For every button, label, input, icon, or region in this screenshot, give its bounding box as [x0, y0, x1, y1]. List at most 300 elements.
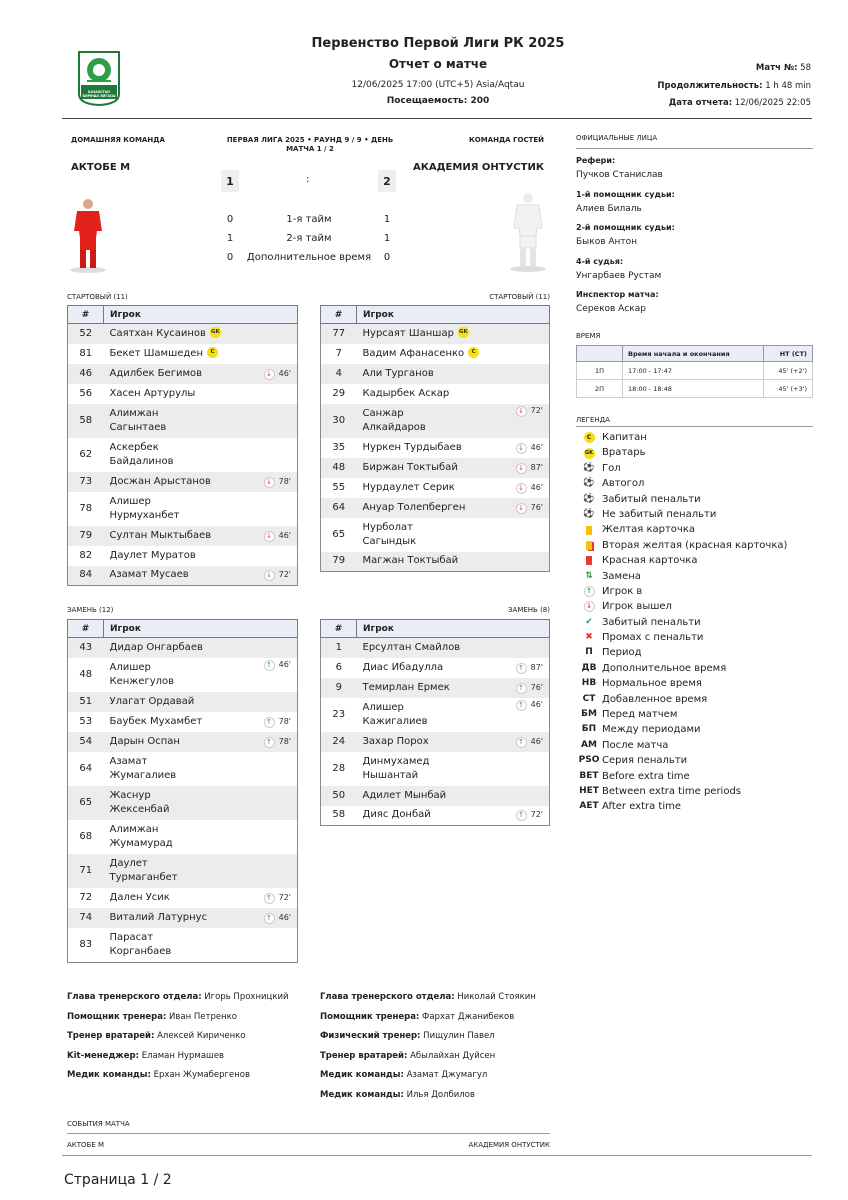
home-staff	[67, 992, 289, 1090]
penalty-scored-icon: ⚽	[583, 493, 595, 504]
player-in-icon: ↑	[264, 660, 275, 671]
table-row	[321, 786, 550, 806]
captain-badge: C	[576, 432, 602, 443]
score-separator: :	[306, 174, 310, 185]
away-kit-icon	[506, 190, 550, 278]
player-number: 43	[68, 638, 104, 658]
player-name: Баубек Мухамбет	[109, 715, 203, 727]
table-row	[68, 888, 298, 908]
time-table: Время начала и окончания HT (CT) 1П 17:00 - 17:47 45' (+2') 2П 18:00 - 18:48 45' (+3')	[576, 345, 813, 398]
table-row	[321, 438, 550, 458]
player-number: 68	[79, 830, 93, 842]
player-out-icon: ↓	[516, 463, 527, 474]
player-out-icon: ↓	[516, 483, 527, 494]
player-name: Саятхан Кусаинов	[109, 327, 206, 339]
match-duration: Продолжительность: 1 h 48 min	[657, 81, 811, 91]
legend-item	[576, 445, 816, 460]
player-number: 58	[68, 404, 104, 438]
legend-item	[576, 707, 816, 722]
player-in-icon: ↑	[516, 683, 527, 694]
table-row	[68, 492, 298, 526]
player-in-icon: ↑	[264, 913, 275, 924]
table-row	[321, 344, 550, 364]
period-label: Дополнительное время	[246, 252, 372, 263]
player-name: Биржан Токтыбай	[362, 461, 458, 473]
legend-text: Игрок в	[602, 585, 643, 597]
legend-item	[576, 599, 816, 614]
player-name: Вадим Афанасенко	[362, 347, 465, 359]
official-role: 1-й помощник судьи:	[576, 189, 675, 199]
player-number: 72	[79, 891, 93, 903]
legend-text: Игрок вышел	[602, 601, 672, 613]
player-name: Захар Порох	[362, 735, 429, 747]
player-in-event: ↑ 87'	[516, 661, 543, 675]
staff-member: Медик команды: Ерхан Жумабергенов	[67, 1070, 250, 1081]
player-number: 58	[332, 809, 346, 821]
player-number: 29	[332, 387, 346, 399]
player-in-icon: ↑	[516, 810, 527, 821]
player-number: 56	[79, 387, 93, 399]
legend-text: Красная карточка	[602, 555, 698, 567]
player-in-event: ↑ 78'	[264, 735, 291, 749]
legend-text: Промах с пенальти	[602, 632, 704, 644]
staff-member: Медик команды: Илья Долбилов	[320, 1089, 475, 1100]
legend-item	[576, 522, 816, 537]
legend-text: Вратарь	[602, 447, 646, 459]
table-row	[68, 928, 298, 963]
legend-item	[576, 738, 816, 753]
legend-item	[576, 799, 816, 814]
legend-abbrev: ДВ	[581, 662, 597, 673]
legend-text: Between extra time periods	[602, 785, 742, 797]
player-out-icon: ↓	[264, 477, 275, 488]
player-name: Азамат Жумагалиев	[109, 755, 177, 781]
official-role: 2-й помощник судьи:	[576, 223, 675, 232]
staff-member: Помощник тренера: Иван Петренко	[67, 1011, 237, 1022]
legend-item	[576, 692, 816, 707]
home-subs-label: ЗАМЕНЬ (12)	[67, 606, 114, 614]
player-in-icon: ↑	[516, 700, 527, 711]
legend-text: After extra time	[602, 801, 682, 813]
table-row	[68, 472, 298, 492]
player-number: 1	[321, 638, 357, 658]
away-subs-table	[320, 619, 550, 826]
goalkeeper-badge: GK	[458, 327, 469, 338]
table-row	[321, 678, 550, 698]
player-number: 83	[79, 938, 93, 950]
events-title: СОБЫТИЯ МАТЧА	[67, 1120, 130, 1128]
player-name: Алимжан Жумамурад	[109, 823, 173, 849]
player-number: 28	[332, 762, 346, 774]
player-number: 55	[332, 481, 346, 493]
table-row	[321, 638, 550, 658]
player-out-icon: ↓	[264, 369, 275, 380]
legend-item	[576, 507, 816, 522]
player-in-event: ↑ 72'	[516, 808, 543, 822]
ball-icon: ⚽	[583, 462, 595, 473]
legend-text: Капитан	[602, 432, 647, 443]
table-row	[321, 498, 550, 518]
goalkeeper-badge: GK	[576, 448, 602, 459]
away-period-score: 1	[383, 233, 391, 244]
away-team-name: АКАДЕМИЯ ОНТУСТИК	[413, 162, 544, 173]
legend-item	[576, 538, 816, 553]
num-header: #	[321, 306, 357, 324]
player-in-icon: ↑	[516, 737, 527, 748]
events-divider	[67, 1133, 550, 1134]
player-name: Магжан Токтыбай	[362, 555, 459, 567]
legend-abbrev: СТ	[582, 693, 596, 704]
staff-member: Глава тренерского отдела: Николай Стоякин	[320, 992, 536, 1002]
player-number: 24	[321, 732, 357, 752]
staff-member: Физический тренер: Пищулин Павел	[320, 1031, 495, 1042]
official-name: Быков Антон	[576, 237, 638, 247]
legend-text: Before extra time	[602, 770, 690, 782]
player-header: Игрок	[104, 620, 298, 638]
player-name: Динмухамед Нышантай	[362, 755, 430, 781]
legend-text: Период	[602, 647, 642, 659]
legend-item	[576, 476, 816, 491]
player-in-event: ↑ 76'	[516, 681, 543, 695]
player-name: Дидар Онгарбаев	[109, 641, 203, 653]
player-in-event: ↑ 46'	[516, 735, 543, 749]
num-header: #	[321, 620, 357, 638]
legend-abbrev: AET	[579, 801, 599, 812]
home-team-name: АКТОБЕ М	[71, 162, 131, 173]
home-subs-table	[67, 619, 298, 963]
round-info: ПЕРВАЯ ЛИГА 2025 • РАУНД 9 / 9 • ДЕНЬ МАТЧА 1 / 2	[226, 136, 394, 153]
player-out-event: ↓ 46'	[516, 441, 543, 455]
table-row	[68, 344, 298, 364]
player-number: 82	[79, 549, 93, 561]
captain-badge: C	[207, 347, 218, 358]
player-name: Кадырбек Аскар	[362, 387, 450, 399]
player-number: 30	[321, 404, 357, 438]
legend-item	[576, 492, 816, 507]
player-name: Досжан Арыстанов	[109, 475, 211, 487]
legend-abbrev: АМ	[581, 739, 597, 750]
table-row	[68, 854, 298, 888]
official-role: Инспектор матча:	[576, 290, 659, 299]
home-period-score: 0	[226, 214, 234, 225]
player-number: 50	[321, 786, 357, 806]
time-title: ВРЕМЯ	[576, 332, 601, 340]
player-name: Даулет Муратов	[109, 549, 196, 561]
table-row	[321, 732, 550, 752]
legend-text: Желтая карточка	[602, 524, 695, 536]
num-header: #	[68, 620, 104, 638]
player-name: Алишер Кажигалиев	[362, 701, 428, 727]
table-row	[321, 806, 550, 826]
captain-badge: C	[468, 347, 479, 358]
legend-text: Добавленное время	[602, 693, 708, 705]
player-number: 64	[79, 762, 93, 774]
legend-abbrev: БМ	[581, 709, 597, 720]
legend-text: После матча	[602, 739, 669, 751]
home-starting-label: СТАРТОВЫЙ (11)	[67, 293, 128, 301]
penalty-missed-icon: ⚽	[583, 508, 595, 519]
player-number: 46	[68, 364, 104, 384]
player-number: 9	[321, 678, 357, 698]
player-name: Нурдаулет Серик	[362, 481, 455, 493]
official-name: Алиев Билаль	[576, 203, 642, 214]
player-name: Нурсаят Шаншар	[362, 327, 454, 339]
legend-item	[576, 630, 816, 645]
legend-item	[576, 784, 816, 799]
player-in-icon: ↑	[516, 663, 527, 674]
player-header: Игрок	[357, 306, 550, 324]
match-number: Матч №: 58	[755, 63, 811, 73]
player-number: 71	[68, 854, 104, 888]
player-number: 74	[68, 908, 104, 928]
player-in-icon: ↑	[264, 717, 275, 728]
legend-text: Между периодами	[602, 724, 701, 736]
table-row	[68, 638, 298, 658]
player-number: 52	[68, 324, 104, 344]
second-yellow-icon	[576, 541, 602, 550]
player-in-event: ↑ 46'	[264, 911, 291, 925]
player-name: Алимжан Сагынтаев	[109, 407, 167, 433]
legend-text: Нормальное время	[602, 678, 702, 690]
table-row	[68, 820, 298, 854]
legend-text: Перед матчем	[602, 709, 678, 721]
official-name: Унгарбаев Рустам	[576, 270, 662, 281]
legend-title: ЛЕГЕНДА	[576, 416, 610, 424]
table-row	[68, 526, 298, 546]
legend-abbrev: П	[585, 647, 593, 658]
staff-member: Тренер вратарей: Абылайхан Дуйсен	[320, 1050, 496, 1061]
table-row	[68, 692, 298, 712]
player-number: 62	[79, 448, 93, 460]
red-card-icon	[576, 556, 602, 565]
officials-divider	[576, 148, 813, 149]
legend-abbrev: БП	[581, 724, 597, 735]
away-starting-label: СТАРТОВЫЙ (11)	[489, 293, 550, 301]
player-header: Игрок	[357, 620, 550, 638]
legend-text: Вторая желтая (красная карточка)	[602, 539, 788, 551]
legend-item	[576, 553, 816, 568]
player-name: Ануар Толепберген	[362, 501, 466, 513]
official-name: Сереков Аскар	[576, 304, 646, 314]
player-name: Алишер Кенжегулов	[109, 661, 175, 687]
player-number: 51	[68, 692, 104, 712]
player-name: Али Турганов	[362, 367, 434, 379]
legend-text: Автогол	[602, 478, 645, 490]
away-period-score: 0	[383, 252, 391, 263]
time-col-header: Время начала и окончания	[623, 346, 764, 362]
officials-title: ОФИЦИАЛЬНЫЕ ЛИЦА	[576, 134, 658, 142]
away-staff	[320, 992, 536, 1110]
period-label: 2-я тайм	[286, 233, 332, 244]
table-row	[68, 364, 298, 384]
player-name: Ерсултан Смайлов	[362, 641, 461, 653]
player-number: 81	[79, 347, 93, 359]
table-row	[321, 478, 550, 498]
legend-divider	[576, 426, 813, 427]
player-in-event: ↑ 78'	[264, 715, 291, 729]
player-out-icon: ↓	[264, 531, 275, 542]
legend-text: Гол	[602, 462, 621, 474]
player-number: 65	[332, 528, 346, 540]
table-row	[68, 546, 298, 566]
table-row	[68, 732, 298, 752]
legend-text: Замена	[602, 570, 641, 582]
player-name: Бекет Шамшеден	[109, 347, 203, 359]
player-number: 7	[335, 347, 342, 359]
cross-icon: ✖	[585, 632, 593, 643]
player-name: Дален Усик	[109, 891, 170, 903]
legend-text: Дополнительное время	[602, 662, 727, 674]
player-out-event: ↓ 46'	[264, 367, 291, 381]
table-row	[68, 404, 298, 438]
legend-abbrev: BET	[579, 770, 599, 781]
table-row	[321, 364, 550, 384]
own-goal-icon: ⚽	[583, 478, 595, 489]
player-number: 84	[68, 566, 104, 586]
home-team-label: ДОМАШНЯЯ КОМАНДА	[71, 136, 165, 144]
page-number: Страница 1 / 2	[64, 1172, 172, 1188]
table-row	[321, 658, 550, 678]
player-name: Нуркен Турдыбаев	[362, 441, 462, 453]
table-row	[321, 518, 550, 552]
table-row	[68, 566, 298, 586]
table-row	[68, 786, 298, 820]
official-name: Пучков Станислав	[576, 170, 663, 180]
legend-item	[576, 569, 816, 584]
player-name: Алишер Нурмуханбет	[109, 495, 180, 521]
player-out-event: ↓ 46'	[516, 481, 543, 495]
legend-item	[576, 615, 816, 630]
table-row	[321, 404, 550, 438]
player-out-event: ↓ 72'	[264, 568, 291, 582]
substitution-icon: ⇅	[585, 570, 593, 581]
player-name: Диас Ибадулла	[362, 661, 444, 673]
table-row	[68, 324, 298, 344]
legend-item	[576, 661, 816, 676]
legend-item	[576, 753, 816, 768]
player-name: Даулет Турмаганбет	[109, 857, 178, 883]
player-in-icon: ↑	[264, 737, 275, 748]
table-row	[321, 552, 550, 572]
table-row	[321, 698, 550, 732]
report-title: Первенство Первой Лиги РК 2025	[311, 36, 565, 51]
home-period-score: 1	[226, 233, 234, 244]
footer-divider	[62, 1155, 812, 1156]
player-number: 48	[79, 668, 93, 680]
staff-member: Помощник тренера: Фархат Джанибеков	[320, 1011, 515, 1022]
goalkeeper-badge: GK	[210, 327, 221, 338]
staff-member: Kit-менеджер: Еламан Нурмашев	[67, 1050, 225, 1061]
table-row	[68, 908, 298, 928]
check-icon: ✔	[585, 616, 593, 627]
player-number: 79	[68, 526, 104, 546]
legend-abbrev: PSO	[578, 755, 600, 766]
logo-text: КАЗАХСТАН БИРІНШІ ЛИГАСЫ	[82, 90, 116, 98]
table-row	[321, 324, 550, 344]
table-row	[68, 384, 298, 404]
away-score: 2	[378, 170, 396, 192]
staff-member: Тренер вратарей: Алексей Кириченко	[67, 1031, 246, 1042]
table-row	[68, 438, 298, 472]
legend-text: Не забитый пенальти	[602, 508, 717, 520]
yellow-card-icon	[576, 526, 602, 535]
legend-abbrev: НВ	[581, 678, 597, 689]
player-out-icon: ↓	[264, 570, 275, 581]
official-role: Рефери:	[576, 156, 616, 165]
home-starting-table	[67, 305, 298, 586]
header-divider	[62, 118, 812, 119]
num-header: #	[68, 306, 104, 324]
player-number: 64	[321, 498, 357, 518]
table-row	[321, 458, 550, 478]
player-number: 4	[321, 364, 357, 384]
home-score: 1	[221, 170, 239, 192]
player-name: Хасен Артурулы	[109, 387, 196, 399]
player-number: 6	[335, 661, 342, 673]
ht-col-header: HT (CT)	[763, 346, 812, 362]
table-row	[68, 712, 298, 732]
home-period-score: 0	[226, 252, 234, 263]
legend-text: Забитый пенальти	[602, 616, 701, 628]
player-name: Аскербек Байдалинов	[109, 441, 174, 467]
player-out-icon: ↓	[516, 443, 527, 454]
player-name: Улагат Ордавай	[109, 695, 195, 707]
player-in-event: ↑ 46'	[264, 658, 291, 672]
legend-abbrev: HET	[579, 785, 599, 796]
legend-item	[576, 769, 816, 784]
table-row	[321, 752, 550, 786]
player-out-event: ↓ 87'	[516, 461, 543, 475]
legend-item	[576, 645, 816, 660]
player-number: 78	[79, 502, 93, 514]
staff-member: Медик команды: Азамат Джумагул	[320, 1070, 488, 1081]
away-period-score: 1	[383, 214, 391, 225]
player-number: 65	[68, 786, 104, 820]
player-in-event: ↑ 72'	[264, 891, 291, 905]
table-row	[68, 752, 298, 786]
table-row	[68, 658, 298, 692]
player-out-icon: ↓	[576, 601, 602, 612]
player-header: Игрок	[104, 306, 298, 324]
player-number: 77	[321, 324, 357, 344]
match-datetime: 12/06/2025 17:00 (UTC+5) Asia/Aqtau	[351, 80, 525, 90]
player-in-event: ↑ 46'	[516, 698, 543, 712]
player-number: 23	[332, 708, 346, 720]
player-out-icon: ↓	[516, 503, 527, 514]
legend-item	[576, 722, 816, 737]
player-name: Адилбек Бегимов	[109, 367, 203, 379]
legend-item	[576, 430, 816, 445]
legend-list	[576, 430, 816, 815]
player-number: 54	[68, 732, 104, 752]
period-label: 1-я тайм	[286, 214, 332, 225]
player-name: Дияс Донбай	[362, 809, 431, 821]
attendance: Посещаемость: 200	[386, 96, 490, 106]
player-name: Темирлан Ермек	[362, 681, 450, 693]
player-number: 73	[68, 472, 104, 492]
player-out-event: ↓ 78'	[264, 475, 291, 489]
legend-text: Забитый пенальти	[602, 493, 701, 505]
player-name: Санжар Алкайдаров	[362, 407, 426, 433]
player-out-event: ↓ 76'	[516, 501, 543, 515]
legend-item	[576, 676, 816, 691]
report-subtitle: Отчет о матче	[388, 57, 488, 71]
player-name: Виталий Латурнус	[109, 911, 208, 923]
legend-item	[576, 584, 816, 599]
player-out-event: ↓ 72'	[516, 404, 543, 418]
player-out-icon: ↓	[516, 406, 527, 417]
official-role: 4-й судья:	[576, 256, 624, 266]
